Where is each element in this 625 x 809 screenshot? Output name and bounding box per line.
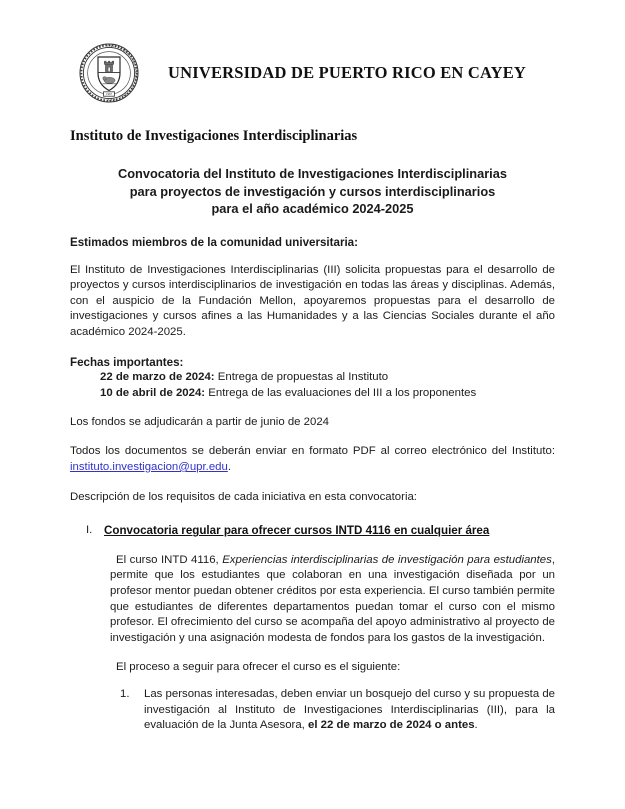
institute-email-link[interactable]: instituto.investigacion@upr.edu — [70, 461, 228, 474]
title-line-3: para el año académico 2024-2025 — [211, 201, 414, 216]
list-item — [144, 687, 555, 734]
document-title — [70, 165, 555, 218]
submission-paragraph — [70, 444, 555, 475]
university-seal-icon — [78, 42, 140, 104]
important-dates-heading: Fechas importantes: — [70, 356, 184, 370]
date-description: Entrega de las evaluaciones del III a los proponentes — [208, 386, 477, 399]
step-deadline-bold: el 22 de marzo de 2024 o antes — [308, 719, 475, 732]
title-line-1: Convocatoria del Instituto de Investigaciones Interdisciplinarias — [118, 166, 507, 181]
process-lead: El proceso a seguir para ofrecer el curso es el siguiente: — [116, 661, 401, 674]
section-one-content — [110, 553, 555, 734]
course-title-italic: Experiencias interdisciplinarias de investigación para estudiantes — [222, 553, 552, 566]
important-dates-list — [70, 370, 555, 400]
title-line-2: para proyectos de investigación y cursos interdisciplinarios — [129, 183, 496, 199]
seal-year-text: 1967 — [105, 92, 113, 97]
process-steps-list — [110, 687, 555, 734]
step-text-after: . — [474, 719, 478, 732]
requirements-lead: Descripción de los requisitos de cada iniciativa en esta convocatoria: — [70, 490, 417, 503]
step-text-before: Las personas interesadas, deben enviar un bosquejo del curso y su propuesta de investigación al Instituto de Investigaciones Interdisciplinarias (III), para la evaluación de la Junta Asesora, — [144, 688, 555, 732]
date-label: 22 de marzo de 2024: — [100, 371, 215, 384]
section-one-heading: Convocatoria regular para ofrecer cursos INTD 4116 en cualquier área — [104, 524, 490, 538]
svg-text:UNIVERSIDAD DE PUERTO RICO EN: UNIVERSIDAD DE PUERTO RICO EN CAYEY — [106, 44, 138, 102]
funds-paragraph: Los fondos se adjudicarán a partir de junio de 2024 — [70, 415, 330, 428]
paragraph-part-1: El curso INTD 4116, — [116, 553, 223, 566]
submission-text-before: Todos los documentos se deberán enviar en formato PDF al correo electrónico del Instituto: — [70, 445, 555, 458]
section-one-paragraph — [110, 553, 555, 647]
date-label: 10 de abril de 2024: — [100, 386, 206, 399]
institute-name: Instituto de Investigaciones Interdisciplinarias — [70, 128, 358, 144]
salutation: Estimados miembros de la comunidad universitaria: — [70, 235, 358, 249]
paragraph-part-3: , permite que los estudiantes que colaboran en una investigación diseñada por un profesor mentor puedan obtener créditos por esta experiencia. El curso también permite que estudiantes de diferentes departamentos puedan tomar el curso con el mismo profesor. El ofrecimiento del curso se acompaña del apoyo administrativo al proyecto de investigación y una asignación modesta de fondos para los gastos de la investigación. — [110, 553, 556, 644]
list-item — [100, 386, 555, 401]
submission-text-after: . — [227, 461, 232, 474]
date-description: Entrega de propuestas al Instituto — [217, 371, 389, 384]
section-one — [70, 523, 555, 539]
university-name: UNIVERSIDAD DE PUERTO RICO EN CAYEY — [168, 63, 527, 82]
list-item — [100, 370, 555, 385]
letterhead — [70, 0, 555, 112]
section-one-numeral: I. — [86, 524, 93, 537]
intro-paragraph: El Instituto de Investigaciones Interdisciplinarias (III) solicita propuestas para el desarrollo de proyectos y cursos interdisciplinarios de investigación en todas las áreas y disciplinas. Además, con el auspicio de la Fundación Mellon, apoyaremos propuestas para el desarrollo de investigaciones y cursos afines a las Humanidades y a las Ciencias Sociales durante el año académico 2024-2025. — [70, 263, 555, 338]
